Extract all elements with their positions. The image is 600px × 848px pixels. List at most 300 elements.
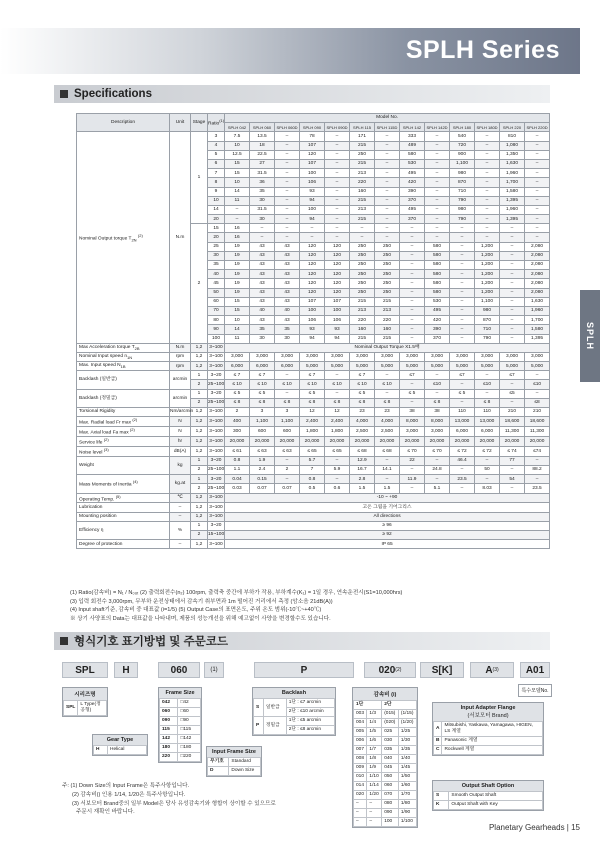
table-cell: 20,000 [400,436,425,446]
table-row [254,699,335,708]
code-backlash: P [254,662,354,678]
table-row [354,809,417,818]
table-cell: 100 [325,306,350,315]
row-label: Weight [77,456,170,474]
table-row [434,722,543,737]
table-cell: 3~20 [208,371,225,380]
table-cell: 580 [425,261,450,270]
table-cell: – [375,187,400,196]
table-cell: 1/20 [367,791,382,800]
table-cell: – [275,205,300,214]
table-cell: 5.1 [425,484,450,493]
table-cell: 20,000 [500,436,525,446]
table-cell: 710 [450,187,475,196]
table-cell: ≥ 92 [225,530,550,539]
table-cell: – [375,178,400,187]
table-cell: ≤ 74 [500,446,525,456]
table-cell: 6 [208,159,225,168]
table-cell: 1/35 [398,746,416,755]
table-cell: 3~100 [208,408,225,417]
table-cell: 5,000 [450,362,475,371]
table-cell: 980 [475,306,500,315]
header-model-no: SPLH 090D [325,123,350,132]
table-cell: 110 [475,408,500,417]
table-cell: – [525,141,550,150]
header-unit: Unit [170,114,191,132]
table-cell: 009 [354,764,367,773]
table-cell: – [450,288,475,297]
table-cell: – [375,233,400,242]
table-cell: 540 [450,132,475,141]
table-cell: – [375,215,400,224]
table-cell: C [434,746,442,755]
table-cell: – [170,540,191,549]
table-cell: 1/30 [398,737,416,746]
table-cell: – [500,334,525,343]
table-cell: 13.5 [250,132,275,141]
table-row [354,728,417,737]
table-cell: 16.7 [350,465,375,474]
table-cell: 20,000 [375,436,400,446]
table-cell: 2,500 [350,427,375,437]
table-cell: – [325,187,350,196]
table-cell: 030 [382,737,399,746]
table-cell: 420 [425,316,450,325]
table-cell: – [400,279,425,288]
table-cell: 1,960 [525,306,550,315]
table-cell: – [275,178,300,187]
backlash-title: Backlash [253,688,335,698]
row-label: Nominal Input speed $n_{1N}$ [77,352,170,361]
section-title: Specifications [74,88,152,100]
table-cell: – [325,150,350,159]
table-cell: – [475,150,500,159]
table-cell: 16 [225,233,250,242]
table-row [354,782,417,791]
table-cell: N [170,417,191,427]
table-cell: 10 [225,141,250,150]
table-cell: – [375,150,400,159]
table-cell: – [500,242,525,251]
table-cell: – [475,389,500,398]
table-cell: ≤ 65 [300,446,325,456]
table-cell: – [475,215,500,224]
table-cell: – [275,169,300,178]
table-cell: – [325,159,350,168]
table-cell: 420 [400,178,425,187]
table-cell: 250 [375,261,400,270]
footnote-4: 주문시 재확인 바랍니다. [76,809,135,816]
table-cell: 2 [191,380,208,389]
table-cell: 90 [208,325,225,334]
table-cell: – [375,205,400,214]
table-cell: 14 [225,325,250,334]
table-cell: 5.9 [325,465,350,474]
table-cell: 250 [375,251,400,260]
table-cell: 30 [208,251,225,260]
table-cell: – [275,456,300,465]
table-cell: □42 [178,699,201,708]
table-cell: 정밀급 [263,717,286,735]
table-cell: – [475,233,500,242]
table-cell: – [375,169,400,178]
table-cell: 40 [275,306,300,315]
spec-notes [70,589,550,623]
table-cell: 495 [400,169,425,178]
table-cell: 43 [250,270,275,279]
table-cell: ≥ 96 [225,521,550,530]
table-cell: 14.1 [375,465,400,474]
table-cell: 600 [250,427,275,437]
table-row [77,521,550,530]
table-cell: 10 [208,196,225,205]
row-label: Efficiency η [77,521,170,539]
table-cell: – [400,251,425,260]
table-cell: – [525,205,550,214]
table-cell: 003 [354,710,367,719]
table-row [77,436,550,446]
table-cell: 2,080 [525,279,550,288]
table-cell: 160 [350,187,375,196]
table-cell: kg [170,456,191,474]
table-cell: 10 [225,178,250,187]
table-cell: D [208,767,229,776]
table-cell: 5,000 [375,362,400,371]
table-cell: – [400,288,425,297]
table-cell: ≤ 70 [400,446,425,456]
table-cell: 120 [325,251,350,260]
table-cell: ≤ 10 [350,380,375,389]
table-row [77,132,550,141]
table-cell: 1,580 [500,187,525,196]
table-cell: rpm [170,362,191,371]
table-row [160,744,201,753]
table-cell: 530 [400,159,425,168]
table-cell: – [375,475,400,484]
table-cell: – [450,233,475,242]
table-row [77,352,550,361]
table-row [434,737,543,746]
table-cell: 3 [208,132,225,141]
table-cell: -10 ~ +90 [225,493,550,503]
table-cell: 43 [275,316,300,325]
table-cell: 3,000 [475,352,500,361]
table-cell: 2 [191,530,208,539]
table-cell: ≤ 5 [400,389,425,398]
table-cell: 300 [225,427,250,437]
table-cell: – [525,178,550,187]
table-cell: 30 [250,215,275,224]
series-box [62,687,108,717]
table-cell: – [425,475,450,484]
table-cell: – [275,150,300,159]
table-cell: B [434,737,442,746]
table-cell: 43 [275,242,300,251]
table-cell: – [450,325,475,334]
table-cell: ≤74 [525,446,550,456]
table-cell: 1/4 [367,719,382,728]
table-cell: – [367,800,382,809]
table-cell: 18 [250,141,275,150]
table-cell: – [500,465,525,474]
table-cell: 1/100 [398,818,416,827]
table-cell: 6,000 [225,362,250,371]
table-cell: 3,000 [400,352,425,361]
table-cell: – [475,456,500,465]
row-label: Degree of protection [77,540,170,549]
table-cell: – [400,484,425,493]
table-cell: – [500,261,525,270]
table-cell: 23 [375,408,400,417]
table-cell: 3,000 [525,352,550,361]
table-cell: – [250,233,275,242]
table-cell: 250 [375,242,400,251]
table-cell: ≤10 [525,380,550,389]
table-cell: – [500,288,525,297]
table-cell: 2 [191,398,208,407]
table-cell: – [500,398,525,407]
table-cell: – [170,503,191,512]
table-cell: 213 [375,306,400,315]
stage-cell: 2 [191,224,208,343]
table-row [434,792,543,801]
table-cell: – [325,141,350,150]
table-cell: 11.9 [400,475,425,484]
table-cell: 400 [225,417,250,427]
table-cell: 40 [250,306,275,315]
table-cell: □115 [178,726,201,735]
table-cell: – [275,141,300,150]
table-cell: 93 [300,325,325,334]
row-label: Mounting position [77,512,170,521]
note-3: (4) Input shaft기준, 감속비 중 대표값 (i=1/5) (5) Output Case의 표면온도, 주위 온도 범위(-10℃~+40℃) [70,607,322,614]
table-cell: 2단 : ≤10 arcmin [286,708,334,717]
table-cell: 13,000 [475,417,500,427]
table-cell: 1,2 [191,427,208,437]
table-cell: 1,100 [250,417,275,427]
gear-type-code: H [94,746,108,755]
table-cell: – [400,334,425,343]
table-cell: – [170,512,191,521]
table-cell: (015) [382,710,399,719]
table-cell: 3,000 [425,427,450,437]
table-cell: 20,000 [425,436,450,446]
table-cell: 1/80 [398,800,416,809]
table-cell: 12 [325,408,350,417]
table-cell: 1/14 [367,782,382,791]
table-cell: 19 [225,261,250,270]
title-banner [0,28,580,74]
code-special: A01 [520,662,550,678]
table-cell: 1/9 [367,764,382,773]
table-cell: – [525,215,550,224]
table-cell: – [450,306,475,315]
side-tab[interactable]: SPLH [580,290,600,382]
shaft-title: Output Shaft Option [433,781,543,791]
table-cell: 025 [382,728,399,737]
table-cell: – [500,224,525,233]
table-cell: – [400,398,425,407]
table-cell: 020 [354,791,367,800]
table-cell: – [450,380,475,389]
table-cell: 3,000 [400,427,425,437]
table-cell: 250 [350,279,375,288]
table-cell: 94 [300,334,325,343]
table-cell: 25~100 [208,465,225,474]
table-cell: 1.1 [225,465,250,474]
table-cell: – [500,297,525,306]
table-cell: 3,000 [225,352,250,361]
table-cell: 35 [275,325,300,334]
table-cell: – [475,169,500,178]
table-cell: 43 [275,288,300,297]
row-label: Service life $^{(2)}$ [77,436,170,446]
table-cell: ≤5 [500,389,525,398]
section-title: 형식기호 표기방법 및 주문코드 [74,636,229,648]
table-cell: 1/8 [367,755,382,764]
table-cell: – [375,141,400,150]
table-cell: 5,000 [400,362,425,371]
table-cell: 3,000 [275,352,300,361]
table-cell: 580 [425,270,450,279]
table-row [77,343,550,352]
table-cell: – [450,261,475,270]
table-cell: 120 [300,150,325,159]
table-cell: 213 [350,205,375,214]
table-cell: 489 [400,141,425,150]
table-row [77,371,550,380]
table-cell: 40 [208,270,225,279]
table-cell: – [500,251,525,260]
table-cell: 3~100 [208,493,225,503]
table-cell: 120 [325,279,350,288]
footnote-1: 주: (1) Down Size의 Input Frame은 특주사항입니다. [62,783,190,789]
table-row [354,755,417,764]
table-cell: 5,000 [300,362,325,371]
table-cell: 215 [350,141,375,150]
table-cell: – [475,178,500,187]
table-cell: 213 [350,169,375,178]
table-cell: 3 [275,408,300,417]
table-cell: 23.5 [525,484,550,493]
table-cell: 36 [250,178,275,187]
table-cell: 4 [208,141,225,150]
table-cell: 495 [425,306,450,315]
table-cell: – [475,475,500,484]
table-row [77,408,550,417]
ratio-header-2: 2단 [382,701,417,710]
table-cell: – [450,242,475,251]
row-label: Operating Temp. $^{(5)}$ [77,493,170,503]
table-cell: 107 [300,141,325,150]
ratio-box [352,687,418,828]
table-cell: 20 [208,215,225,224]
table-cell: 120 [300,251,325,260]
table-cell: 2 [225,408,250,417]
table-cell: 19 [225,270,250,279]
table-cell: 215 [350,159,375,168]
table-cell: arcmin [170,371,191,389]
table-cell: 120 [300,288,325,297]
table-cell: 12.9 [350,456,375,465]
adapter-box [432,702,544,756]
table-cell: 12.5 [225,150,250,159]
table-row [77,362,550,371]
table-cell: – [475,159,500,168]
table-cell: – [275,196,300,205]
table-cell: 210 [525,408,550,417]
table-cell: – [450,316,475,325]
table-cell: – [350,233,375,242]
table-cell: 3,000 [325,352,350,361]
table-row [254,717,335,726]
spec-table [76,113,550,549]
table-cell: – [375,371,400,380]
table-cell: Nm/arcmin [170,408,191,417]
table-cell: 1,080 [500,141,525,150]
table-cell: – [425,178,450,187]
table-cell: 070 [382,791,399,800]
table-cell: 2.8 [350,475,375,484]
table-cell: 1 [191,371,208,380]
table-cell: 19 [225,242,250,251]
table-cell: ≤ 10 [250,380,275,389]
table-cell: 4,000 [375,417,400,427]
table-cell: 1.5 [375,484,400,493]
table-cell: 120 [325,288,350,297]
table-cell: 88.2 [525,465,550,474]
table-cell: 870 [475,316,500,325]
table-cell: – [425,224,450,233]
header-model-no: SPLH 042 [225,123,250,132]
row-label: Max. Radial load Fr max $^{(2)}$ [77,417,170,427]
table-cell: ≤ 7 [250,371,275,380]
table-cell: 20,000 [475,436,500,446]
table-cell: 3~100 [208,540,225,549]
table-cell: 1.9 [250,456,275,465]
table-cell: 1,2 [191,417,208,427]
table-cell: 870 [450,178,475,187]
table-cell: 20,000 [250,436,275,446]
table-cell: 050 [382,773,399,782]
table-cell: 8,000 [425,417,450,427]
special-model-box: 특수모델No. [518,684,552,697]
table-cell: ≤ 10 [325,380,350,389]
table-row [354,791,417,800]
table-cell: Nominal Output Torque X1.5배 [225,343,550,352]
table-cell: 1,960 [500,205,525,214]
table-cell: ≤ 10 [300,380,325,389]
table-cell: – [500,484,525,493]
table-cell: 250 [350,150,375,159]
table-cell: – [450,224,475,233]
table-cell: N [170,427,191,437]
table-cell: 1,395 [525,334,550,343]
table-cell: – [367,818,382,827]
table-cell: 3,000 [450,352,475,361]
table-cell: – [350,224,375,233]
table-cell: 0.8 [225,456,250,465]
table-cell: 045 [382,764,399,773]
table-cell: 35 [250,187,275,196]
table-cell: ≤ 5 [300,389,325,398]
table-cell: 43 [275,261,300,270]
table-cell: – [425,371,450,380]
table-cell: 43 [275,270,300,279]
table-cell: 160 [350,325,375,334]
table-cell: 3,000 [375,352,400,361]
table-cell: 30 [250,334,275,343]
